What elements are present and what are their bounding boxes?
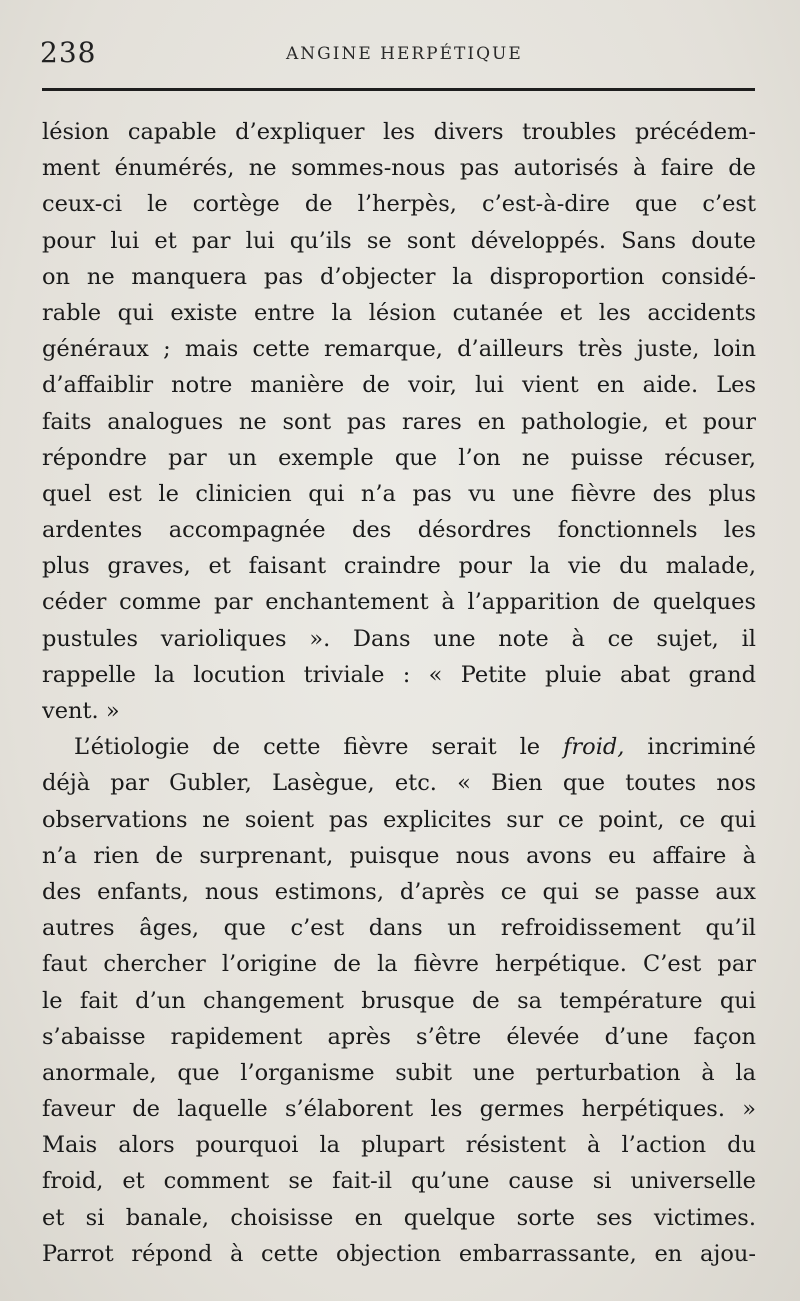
text-run: incriminé <box>647 734 756 761</box>
text-line: céder comme par enchantement à l’apparition de quelques <box>42 589 756 616</box>
text-line: observations ne soient pas explicites sur ce point, ce qui <box>42 806 756 833</box>
text-line: ment énumérés, ne sommes-nous pas autorisés à faire de <box>42 155 756 182</box>
text-line: quel est le clinicien qui n’a pas vu une fièvre des plus <box>42 480 756 507</box>
text-line: lésion capable d’expliquer les divers troubles précédem- <box>42 119 756 145</box>
italic-term: froid, <box>563 734 625 761</box>
text-line: ceux-ci le cortège de l’herpès, c’est-à-dire que c’est <box>42 191 756 218</box>
text-line: n’a rien de surprenant, puisque nous avons eu affaire à <box>42 842 756 869</box>
page-header <box>40 30 760 70</box>
text-line: on ne manquera pas d’objecter la disproportion considé- <box>42 263 756 290</box>
text-line: anormale, que l’organisme subit une perturbation à la <box>42 1059 756 1086</box>
paragraph-opening-line <box>42 729 756 765</box>
page-number: 238 <box>40 36 97 69</box>
text-line: pustules varioliques ». Dans une note à ce sujet, il <box>42 625 756 652</box>
text-line: rappelle la locution triviale : « Petite pluie abat grand <box>42 661 756 688</box>
text-line: Mais alors pourquoi la plupart résistent à l’action du <box>42 1132 756 1159</box>
text-line: faut chercher l’origine de la fièvre herpétique. C’est par <box>42 951 756 978</box>
text-line: généraux ; mais cette remarque, d’ailleurs très juste, loin <box>42 336 756 363</box>
text-run: L’étiologie de cette fièvre serait le <box>74 734 541 761</box>
text-line: faveur de laquelle s’élaborent les germes herpétiques. » <box>42 1096 756 1123</box>
text-line: froid, et comment se fait-il qu’une cause si universelle <box>42 1168 756 1195</box>
text-line: des enfants, nous estimons, d’après ce qui se passe aux <box>42 878 756 905</box>
body-text <box>42 114 756 1272</box>
header-rule <box>42 88 755 91</box>
text-line: s’abaisse rapidement après s’être élevée d’une façon <box>42 1023 756 1050</box>
text-line: faits analogues ne sont pas rares en pathologie, et pour <box>42 408 756 435</box>
text-line: autres âges, que c’est dans un refroidissement qu’il <box>42 915 756 942</box>
text-line: plus graves, et faisant craindre pour la vie du malade, <box>42 553 756 580</box>
text-line: déjà par Gubler, Lasègue, etc. « Bien que toutes nos <box>42 770 756 797</box>
text-line: et si banale, choisisse en quelque sorte ses victimes. <box>42 1204 756 1231</box>
text-line: vent. » <box>42 698 120 724</box>
text-line: ardentes accompagnée des désordres fonctionnels les <box>42 517 756 544</box>
text-line: le fait d’un changement brusque de sa température qui <box>42 987 756 1014</box>
text-line: répondre par un exemple que l’on ne puisse récuser, <box>42 444 756 471</box>
text-line: pour lui et par lui qu’ils se sont développés. Sans doute <box>42 227 756 254</box>
text-line: rable qui existe entre la lésion cutanée et les accidents <box>42 299 756 326</box>
text-line: d’affaiblir notre manière de voir, lui vient en aide. Les <box>42 372 756 399</box>
text-line: Parrot répond à cette objection embarrassante, en ajou- <box>42 1240 756 1267</box>
running-title: ANGINE HERPÉTIQUE <box>286 44 523 64</box>
